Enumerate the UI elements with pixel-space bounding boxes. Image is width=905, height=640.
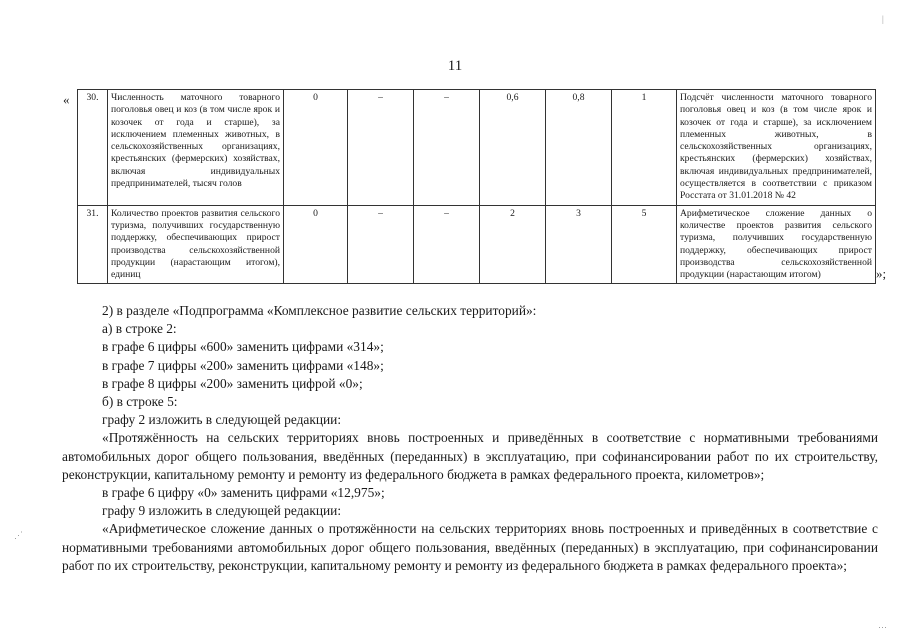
paragraph: «Арифметическое сложение данных о протяжённости на сельских территориях вновь построенных и приведённых в соответствие с нормативными требованиями автомобильных дорог общего пользования, введённых (переданных) в эксплуатацию, при софинансировании работ по их строительству, реконструкции, капитальному ремонту и ремонту из федерального бюджета в рамках федерального проекта»; — [62, 521, 878, 573]
value-cell: 0 — [284, 205, 348, 284]
value-cell: 0,8 — [546, 90, 612, 206]
calculation-method: Арифметическое сложение данных о количестве проектов развития сельского туризма, получивших государственную поддержку, обеспечивающих прирост производства сельскохозяйственной продукции (нарастающим итогом) — [677, 205, 876, 284]
scan-mark: ⋰ — [14, 530, 23, 540]
page-number: 11 — [447, 58, 463, 74]
value-cell: 0 — [284, 90, 348, 206]
value-cell: – — [414, 90, 480, 206]
scan-mark: | — [882, 14, 884, 24]
paragraph: б) в строке 5: — [102, 394, 178, 410]
table-row — [78, 90, 876, 206]
paragraph: в графе 6 цифры «600» заменить цифрами «314»; — [102, 339, 384, 355]
paragraph: в графе 6 цифру «0» заменить цифрами «12,975»; — [102, 485, 385, 501]
row-number: 30. — [78, 90, 108, 206]
value-cell: 2 — [480, 205, 546, 284]
value-cell: 1 — [612, 90, 677, 206]
paragraph: 2) в разделе «Подпрограмма «Комплексное развитие сельских территорий»: — [102, 303, 537, 318]
paragraph: графу 2 изложить в следующей редакции: — [102, 412, 342, 428]
row-number: 31. — [78, 205, 108, 284]
closing-quote-mark: »; — [876, 266, 887, 281]
value-cell: 0,6 — [480, 90, 546, 206]
paragraph: в графе 8 цифры «200» заменить цифрой «0»; — [102, 375, 363, 391]
calculation-method: Подсчёт численности маточного товарного поголовья овец и коз (в том числе ярок и козочек от года и старше), за исключением племенных животных, в сельскохозяйственных организациях, крестьянских (фермерских) хозяйствах, включая индивидуальных предпринимателей, осуществляется в соответствии с приказом Росстата от 31.01.2018 № 42 — [677, 90, 876, 206]
paragraph: «Протяжённость на сельских территориях вновь построенных и приведённых в соответствие с нормативными требованиями автомобильных дорог общего пользования, введённых (переданных) в эксплуатацию, при софинансировании работ по их строительству, реконструкции, капитальному ремонту и ремонту из федерального бюджета в рамках федерального проекта, километров»; — [62, 430, 878, 482]
opening-quote-mark: « — [63, 92, 70, 107]
paragraph: а) в строке 2: — [102, 321, 177, 337]
value-cell: – — [348, 90, 414, 206]
paragraph: графу 9 изложить в следующей редакции: — [102, 503, 342, 519]
value-cell: 3 — [546, 205, 612, 284]
scan-mark: ⋯ — [878, 622, 887, 632]
value-cell: – — [414, 205, 480, 284]
paragraph: в графе 7 цифры «200» заменить цифрами «148»; — [102, 357, 384, 373]
value-cell: 5 — [612, 205, 677, 284]
value-cell: – — [348, 205, 414, 284]
amendment-text — [62, 302, 878, 575]
indicator-name: Количество проектов развития сельского туризма, получивших государственную поддержку, обеспечивающих прирост производства сельскохозяйственной продукции (нарастающим итогом), единиц — [108, 205, 284, 284]
indicators-table — [77, 89, 876, 284]
table-row — [78, 205, 876, 284]
indicator-name: Численность маточного товарного поголовья овец и коз (в том числе ярок и козочек от года и старше), за исключением племенных животных, в сельскохозяйственных организациях, крестьянских (фермерских) хозяйствах, включая индивидуальных предпринимателей, тысяч голов — [108, 90, 284, 206]
